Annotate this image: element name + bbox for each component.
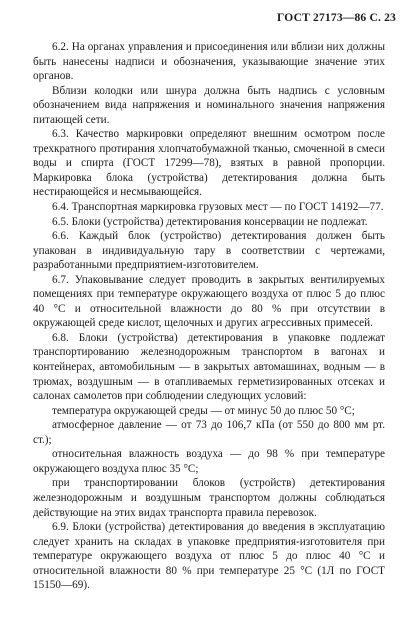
condition-pressure: атмосферное давление — от 73 до 106,7 кПа (от 550 до 800 мм рт. ст.);: [33, 419, 385, 446]
page-header: ГОСТ 27173—86 С. 23: [277, 12, 396, 24]
condition-humidity: относительная влажность воздуха — до 98 % при температуре окружающего воздуха плюс 35 °С;: [33, 448, 385, 475]
paragraph-6-9: 6.9. Блоки (устройства) детектирования до введения в эксплуатацию следует хранить на складах в упаковке предприятия-изготовителя при температуре окружающего воздуха от плюс 5 до плюс 40 °С и относительной влажности 80 % при температуре 25 °С (1Л по ГОСТ 15150—69).: [33, 521, 385, 592]
paragraph-6-4: 6.4. Транспортная маркировка грузовых мест — по ГОСТ 14192—77.: [52, 201, 384, 214]
paragraph-6-8: 6.8. Блоки (устройства) детектирования в упаковке подлежат транспортированию железнодорожным транспортом в вагонах и контейнерах, автомобильным — в закрытых автомашинах, водным — в трюмах, воздушным — в отапливаемых герметизированных отсеках и салонах самолетов при соблюдении следующих условий:: [33, 331, 385, 403]
paragraph-6-5: 6.5. Блоки (устройства) детектирования консервации не подлежат.: [52, 215, 368, 228]
paragraph-6-2-label-note: Вблизи колодки или шнура должна быть надпись с условным обозначением вида напряжения и номинального значения напряжения питающей сети.: [33, 84, 385, 126]
paragraph-6-2: 6.2. На органах управления и присоединения или вблизи них должны быть нанесены надписи и обозначения, указывающие значение этих органов.: [33, 41, 385, 83]
paragraph-6-6: 6.6. Каждый блок (устройство) детектирования должен быть упакован в индивидуальную тару в соответствии с чертежами, разработанными предприятием-изготовителем.: [33, 230, 385, 272]
paragraph-6-7: 6.7. Упаковывание следует проводить в закрытых вентилируемых помещениях при температуре окружающего воздуха от плюс 5 до плюс 40 °С и относительной влажности до 80 % при отсутствии в окружающей среде кислот, щелочных и других агрессивных примесей.: [33, 273, 385, 330]
transport-rules-note: при транспортировании блоков (устройств) детектирования железнодорожным и воздушным транспортом должны соблюдаться действующие на этих видах транспорта правила перевозок.: [33, 477, 385, 519]
condition-temperature: температура окружающей среды — от минус 50 до плюс 50 °С;: [52, 404, 355, 417]
document-body: [33, 40, 385, 593]
paragraph-6-3: 6.3. Качество маркировки определяют внешним осмотром после трехкратного протирания хлопчатобумажной тканью, смоченной в смеси воды и спирта (ГОСТ 17299—78), взятых в равной пропорции. Маркировка блока (устройства) детектирования должна быть нестирающейся и несмывающейся.: [33, 128, 385, 199]
